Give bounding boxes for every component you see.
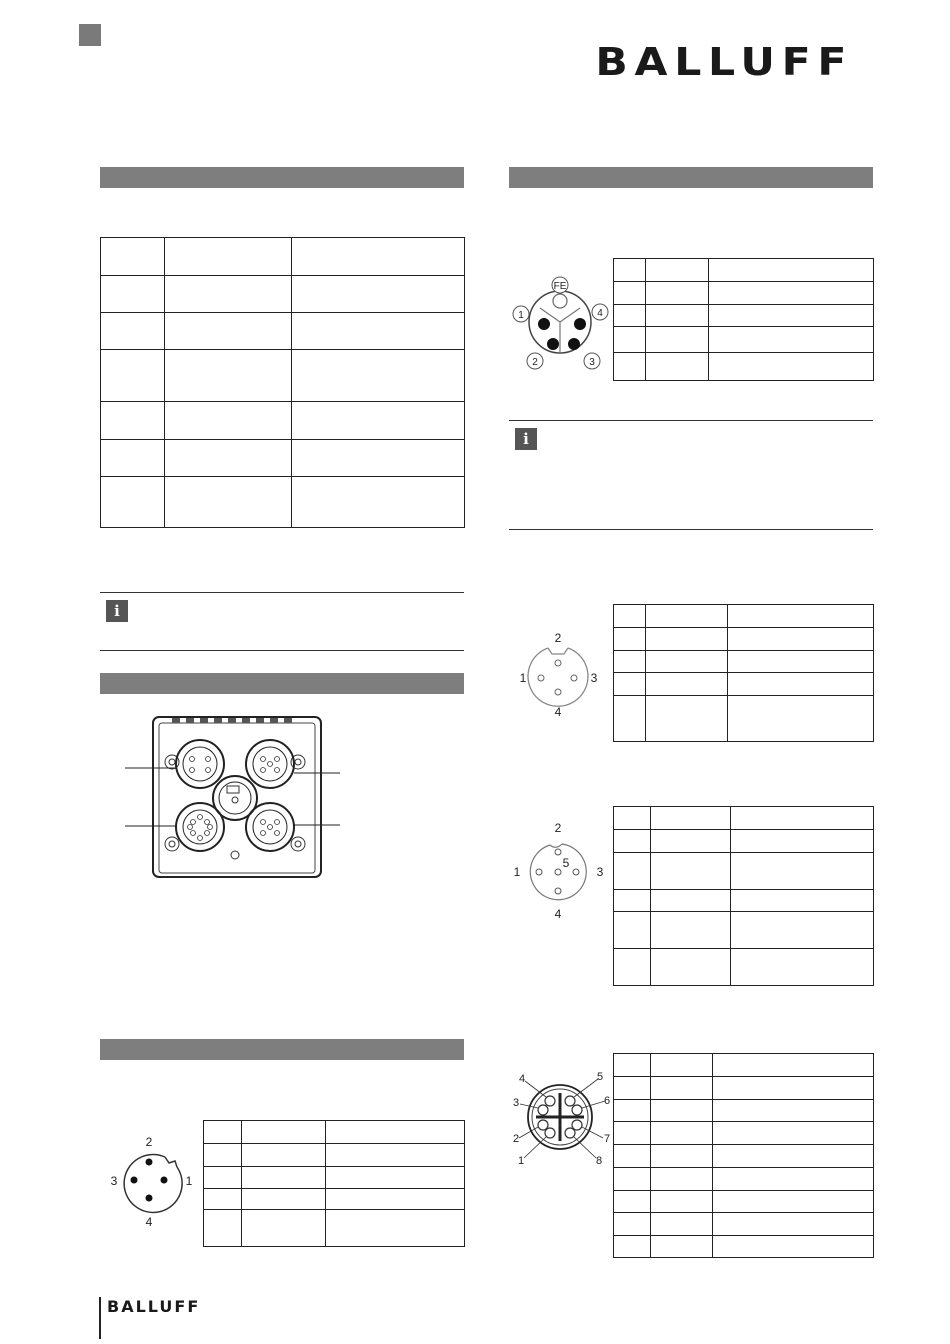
table-cell xyxy=(728,628,874,651)
section-bar-left-1 xyxy=(100,167,464,188)
table-cell xyxy=(651,949,731,986)
table-cell xyxy=(651,1236,713,1258)
divider xyxy=(100,592,464,593)
table-cell xyxy=(614,1213,651,1236)
table-cell xyxy=(326,1189,465,1210)
table-cell xyxy=(713,1077,874,1100)
table-cell xyxy=(165,350,292,402)
pin-label: 2 xyxy=(554,821,562,835)
table-cell xyxy=(651,1213,713,1236)
table-cell xyxy=(614,282,646,305)
table-cell xyxy=(646,353,709,381)
table-cell xyxy=(101,477,165,528)
device-front-view xyxy=(120,712,350,882)
balluff-logo: BALLUFF xyxy=(595,40,853,84)
table-cell xyxy=(292,402,465,440)
pin-table-power xyxy=(613,258,874,381)
table-cell xyxy=(713,1191,874,1213)
table-cell xyxy=(646,305,709,327)
table-cell xyxy=(614,1168,651,1191)
table-cell xyxy=(204,1144,242,1167)
table-cell xyxy=(204,1210,242,1247)
pin-label: 1 xyxy=(519,671,527,685)
table-cell xyxy=(614,696,646,742)
table-cell xyxy=(242,1167,326,1189)
table-cell xyxy=(614,890,651,912)
table-cell xyxy=(651,912,731,949)
table-cell xyxy=(614,259,646,282)
table-cell xyxy=(614,628,646,651)
table-cell xyxy=(326,1144,465,1167)
table-cell xyxy=(614,949,651,986)
table-cell xyxy=(651,1145,713,1168)
pin-label: 4 xyxy=(145,1215,153,1229)
table-cell xyxy=(242,1121,326,1144)
m12-4pin-socket-diagram xyxy=(510,630,605,720)
table-cell xyxy=(728,696,874,742)
table-cell xyxy=(292,350,465,402)
table-cell xyxy=(614,1077,651,1100)
pin-table-socket-8pin xyxy=(613,1053,874,1258)
section-bar-left-3 xyxy=(100,1039,464,1060)
table-cell xyxy=(651,807,731,830)
pin-label: 4 xyxy=(597,308,603,319)
pin-label: 2 xyxy=(532,357,538,368)
table-cell xyxy=(204,1121,242,1144)
table-cell xyxy=(101,440,165,477)
table-cell xyxy=(614,807,651,830)
table-cell xyxy=(709,305,874,327)
table-cell xyxy=(165,440,292,477)
table-cell xyxy=(651,853,731,890)
table-cell xyxy=(646,605,728,628)
table-cell xyxy=(651,1122,713,1145)
pin-label: 3 xyxy=(512,1097,520,1109)
pin-label: 4 xyxy=(554,705,562,719)
table-cell xyxy=(713,1236,874,1258)
table-cell xyxy=(614,853,651,890)
table-cell xyxy=(326,1167,465,1189)
table-cell xyxy=(651,1168,713,1191)
table-cell xyxy=(646,628,728,651)
table-cell xyxy=(651,890,731,912)
table-cell xyxy=(614,830,651,853)
pin-label: 5 xyxy=(562,856,570,870)
m12-power-connector-diagram xyxy=(508,272,613,372)
table-cell xyxy=(204,1167,242,1189)
table-cell xyxy=(242,1210,326,1247)
table-cell xyxy=(731,853,874,890)
table-cell xyxy=(709,259,874,282)
table-cell xyxy=(651,830,731,853)
table-cell xyxy=(646,696,728,742)
status-table xyxy=(100,237,465,528)
table-cell xyxy=(292,238,465,276)
table-cell xyxy=(614,1122,651,1145)
table-cell xyxy=(101,350,165,402)
table-cell xyxy=(326,1210,465,1247)
table-cell xyxy=(614,305,646,327)
corner-marker xyxy=(79,24,101,46)
table-cell xyxy=(646,651,728,673)
table-cell xyxy=(614,327,646,353)
pin-label: FE xyxy=(553,281,567,292)
table-cell xyxy=(165,402,292,440)
table-cell xyxy=(165,238,292,276)
table-cell xyxy=(731,912,874,949)
table-cell xyxy=(326,1121,465,1144)
table-cell xyxy=(614,1191,651,1213)
pin-label: 3 xyxy=(589,357,595,368)
pin-label: 1 xyxy=(513,865,521,879)
table-cell xyxy=(242,1144,326,1167)
pin-label: 3 xyxy=(590,671,598,685)
divider xyxy=(509,420,873,421)
table-cell xyxy=(713,1122,874,1145)
info-icon: i xyxy=(515,428,537,450)
table-cell xyxy=(242,1189,326,1210)
table-cell xyxy=(646,259,709,282)
table-cell xyxy=(292,276,465,313)
table-cell xyxy=(709,282,874,305)
pin-label: 2 xyxy=(512,1133,520,1145)
table-cell xyxy=(165,313,292,350)
table-cell xyxy=(651,1100,713,1122)
pin-label: 2 xyxy=(554,631,562,645)
pin-label: 8 xyxy=(595,1155,603,1167)
pin-table-left xyxy=(203,1120,465,1247)
table-cell xyxy=(731,807,874,830)
table-cell xyxy=(713,1054,874,1077)
table-cell xyxy=(651,1191,713,1213)
table-cell xyxy=(713,1100,874,1122)
divider xyxy=(100,650,464,651)
table-cell xyxy=(713,1213,874,1236)
pin-label: 1 xyxy=(518,310,524,321)
table-cell xyxy=(101,313,165,350)
table-cell xyxy=(713,1145,874,1168)
section-bar-right-1 xyxy=(509,167,873,188)
pin-label: 1 xyxy=(185,1174,193,1188)
table-cell xyxy=(101,276,165,313)
pin-label: 3 xyxy=(110,1174,118,1188)
table-cell xyxy=(165,477,292,528)
table-cell xyxy=(709,353,874,381)
info-icon: i xyxy=(106,600,128,622)
pin-label: 6 xyxy=(603,1095,611,1107)
table-cell xyxy=(646,282,709,305)
table-cell xyxy=(204,1189,242,1210)
table-cell xyxy=(709,327,874,353)
table-cell xyxy=(292,440,465,477)
pin-label: 4 xyxy=(554,907,562,921)
table-cell xyxy=(614,353,646,381)
table-cell xyxy=(651,1054,713,1077)
section-bar-left-2 xyxy=(100,673,464,694)
pin-label: 1 xyxy=(517,1155,525,1167)
table-cell xyxy=(713,1168,874,1191)
table-cell xyxy=(728,605,874,628)
pin-table-socket-4pin xyxy=(613,604,874,742)
m12-8pin-socket-diagram xyxy=(508,1065,613,1170)
footer-rule xyxy=(99,1297,101,1339)
m12-5pin-socket-diagram xyxy=(508,820,608,925)
m12-4pin-connector-diagram xyxy=(105,1130,195,1230)
table-cell xyxy=(646,327,709,353)
table-cell xyxy=(614,1236,651,1258)
table-cell xyxy=(101,402,165,440)
pin-label: 7 xyxy=(603,1133,611,1145)
table-cell xyxy=(646,673,728,696)
table-cell xyxy=(614,651,646,673)
table-cell xyxy=(292,477,465,528)
table-cell xyxy=(731,949,874,986)
table-cell xyxy=(292,313,465,350)
table-cell xyxy=(651,1077,713,1100)
table-cell xyxy=(728,651,874,673)
table-cell xyxy=(728,673,874,696)
pin-table-socket-5pin xyxy=(613,806,874,986)
table-cell xyxy=(614,673,646,696)
table-cell xyxy=(165,276,292,313)
table-cell xyxy=(614,1145,651,1168)
table-cell xyxy=(731,890,874,912)
table-cell xyxy=(614,1054,651,1077)
pin-label: 2 xyxy=(145,1135,153,1149)
table-cell xyxy=(614,1100,651,1122)
balluff-footer-logo: BALLUFF xyxy=(107,1297,201,1316)
table-cell xyxy=(614,605,646,628)
pin-label: 5 xyxy=(596,1071,604,1083)
table-cell xyxy=(731,830,874,853)
pin-label: 4 xyxy=(518,1073,526,1085)
table-cell xyxy=(614,912,651,949)
pin-label: 3 xyxy=(596,865,604,879)
table-cell xyxy=(101,238,165,276)
divider xyxy=(509,529,873,530)
